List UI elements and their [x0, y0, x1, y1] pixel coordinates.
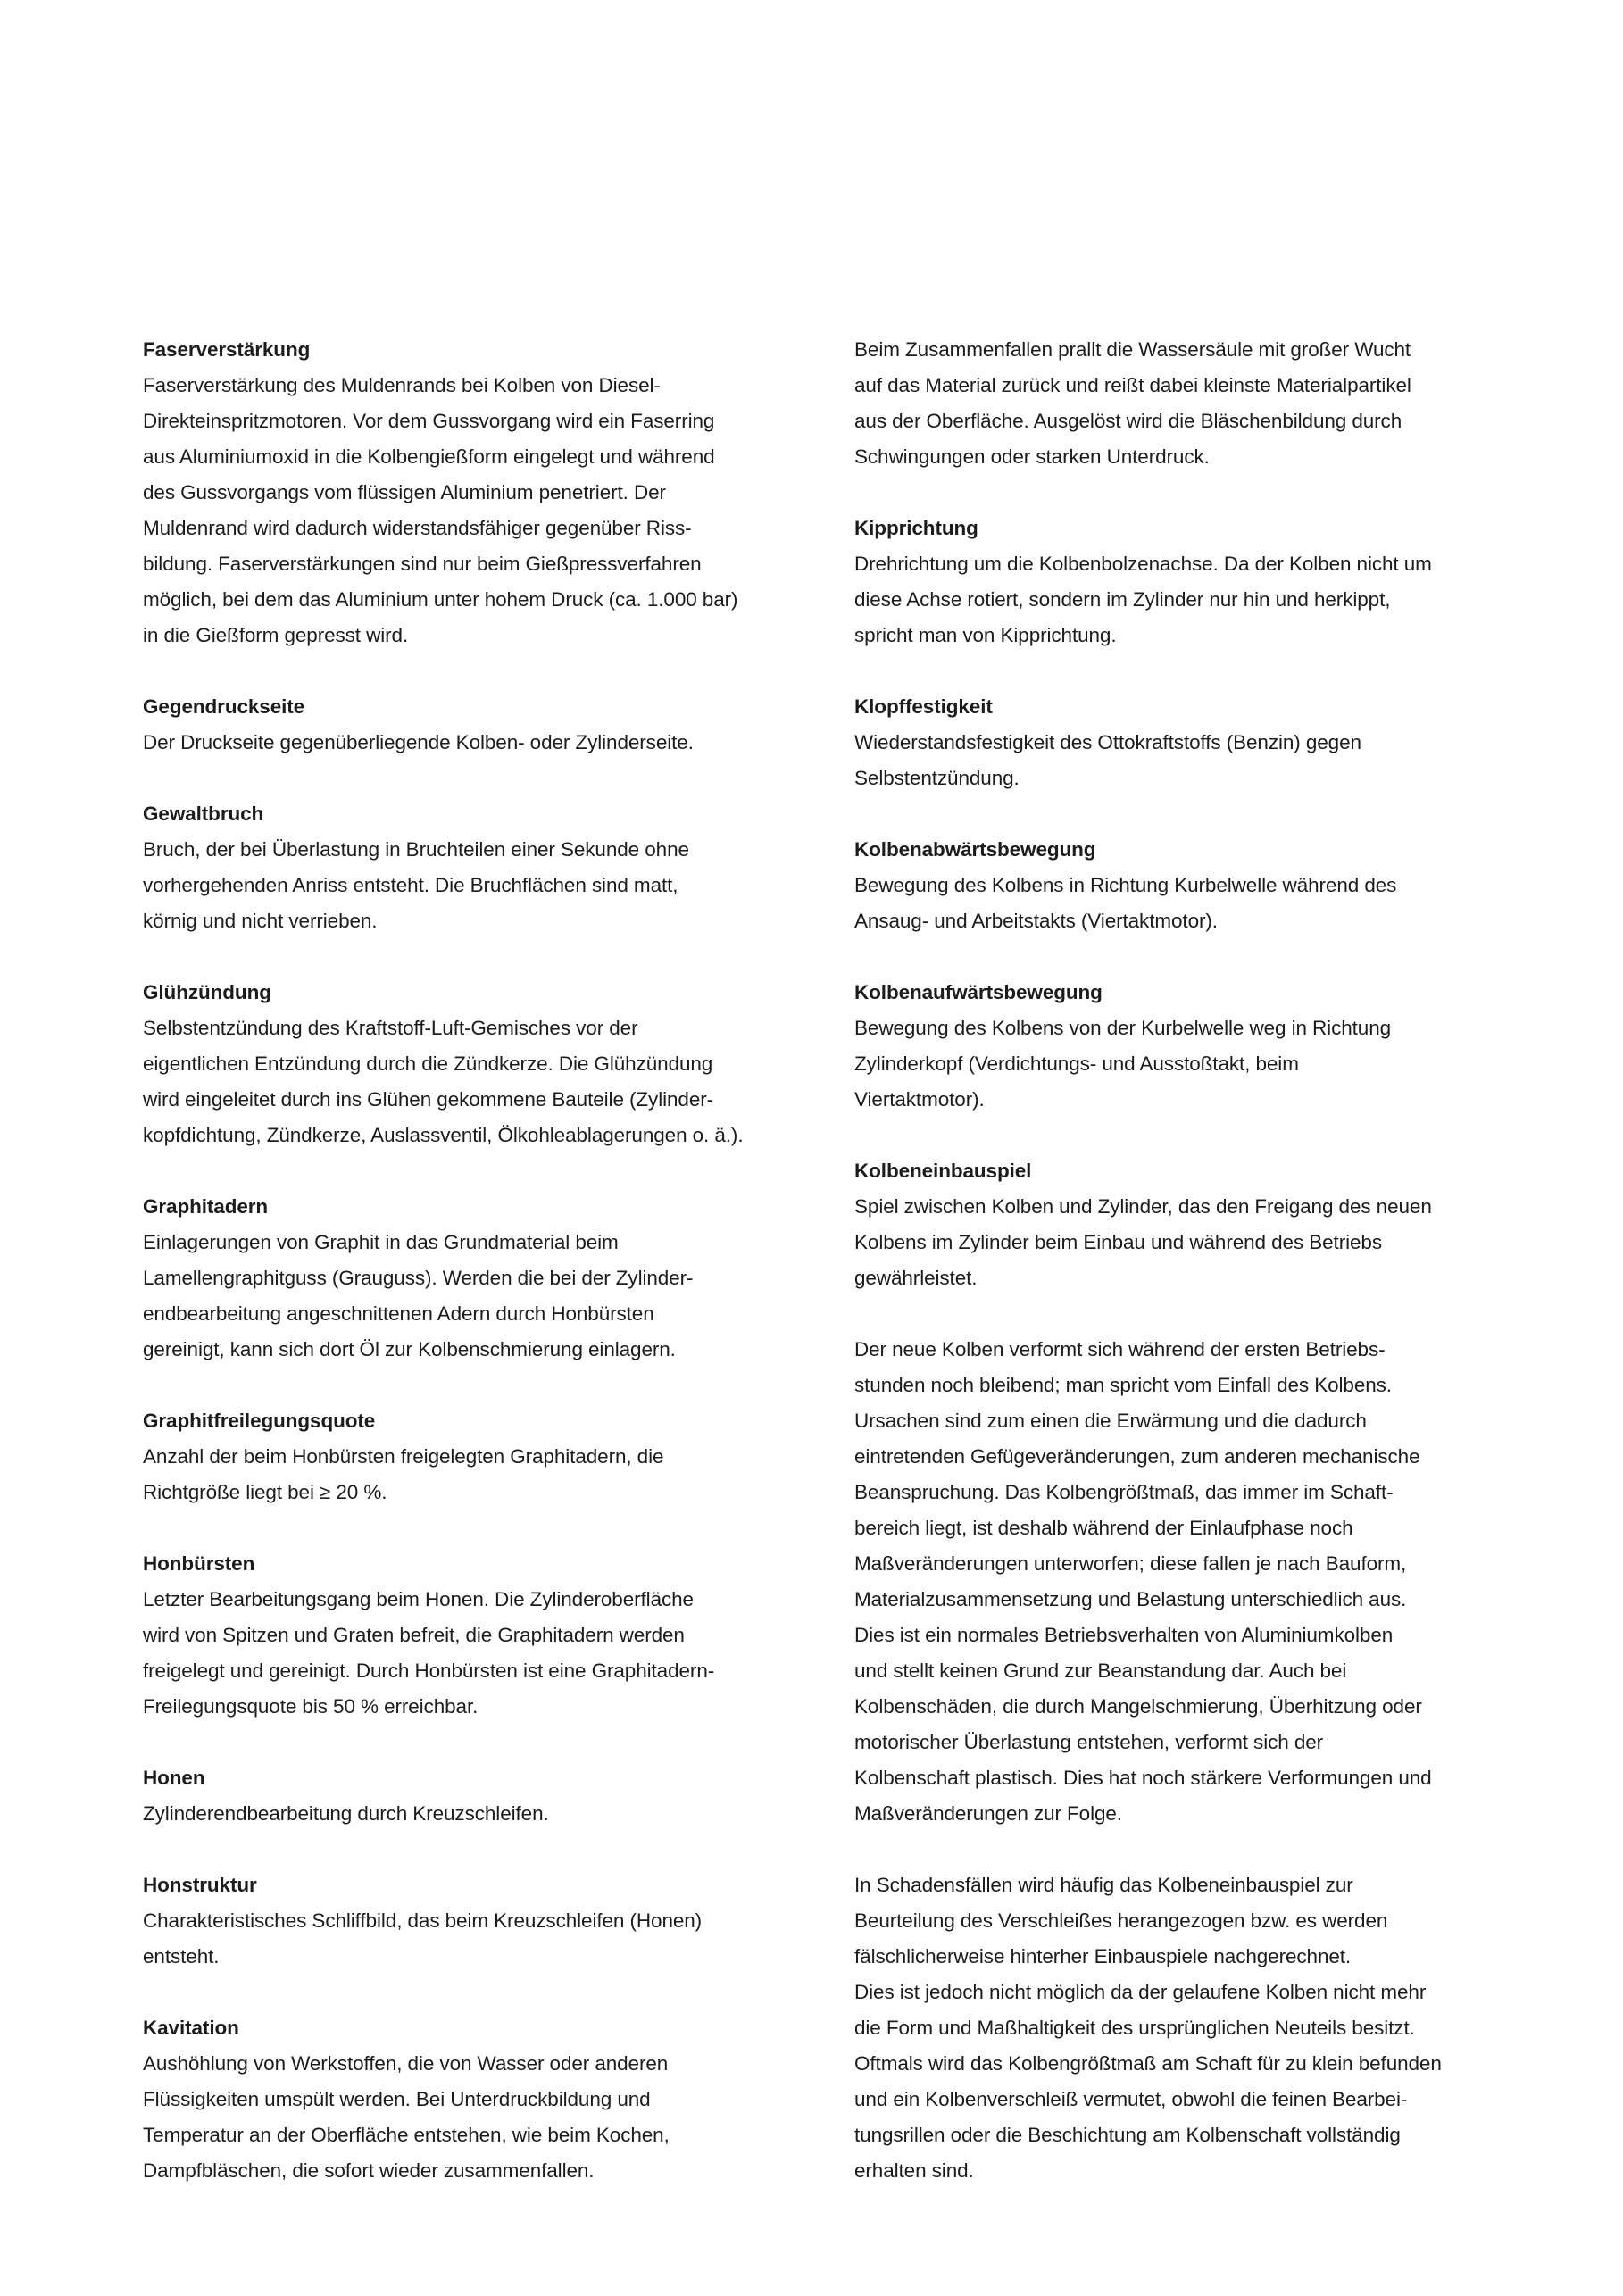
- glossary-term: Honstruktur: [143, 1874, 257, 1896]
- glossary-entry-klopffestigkeit: [854, 689, 1511, 796]
- glossary-entry-honstruktur: [143, 1868, 799, 1975]
- text-line: Maßveränderungen unterworfen; diese fallen je nach Bauform,: [854, 1552, 1407, 1575]
- text-line: Anzahl der beim Honbürsten freigelegten Graphitadern, die: [143, 1445, 664, 1468]
- glossary-definition: [854, 868, 1511, 939]
- kolbeneinbauspiel-paragraph-deformation: [854, 1332, 1511, 1832]
- text-line: und ein Kolbenverschleiß vermutet, obwohl die feinen Bearbei-: [854, 2088, 1408, 2110]
- text-line: Materialzusammensetzung und Belastung unterschiedlich aus.: [854, 1588, 1407, 1610]
- kolbeneinbauspiel-paragraph-damage-cases: [854, 1868, 1511, 2189]
- glossary-definition: [854, 725, 1511, 796]
- text-line: bereich liegt, ist deshalb während der Einlaufphase noch: [854, 1517, 1353, 1539]
- text-line: Dies ist ein normales Betriebsverhalten von Aluminiumkolben: [854, 1624, 1394, 1646]
- text-line: Bewegung des Kolbens von der Kurbelwelle weg in Richtung: [854, 1017, 1392, 1039]
- text-line: entsteht.: [143, 1945, 220, 1967]
- glossary-term: Glühzündung: [143, 981, 271, 1003]
- glossary-column-right: [854, 332, 1511, 2189]
- glossary-definition: [143, 1225, 799, 1368]
- glossary-definition: [143, 2046, 799, 2189]
- text-line: Kolbenschäden, die durch Mangelschmierung, Überhitzung oder: [854, 1695, 1422, 1718]
- text-line: Kolbenschaft plastisch. Dies hat noch stärkere Verformungen und: [854, 1767, 1432, 1789]
- text-line: Temperatur an der Oberfläche entstehen, wie beim Kochen,: [143, 2124, 670, 2146]
- glossary-definition: [854, 1189, 1511, 1296]
- text-line: des Gussvorgangs vom flüssigen Aluminium penetriert. Der: [143, 481, 666, 503]
- glossary-entry-kolbenabwaertsbewegung: [854, 832, 1511, 939]
- text-line: bildung. Faserverstärkungen sind nur beim Gießpressverfahren: [143, 553, 702, 575]
- glossary-entry-kavitation: [143, 2010, 799, 2189]
- glossary-entry-kolbeneinbauspiel: [854, 1153, 1511, 1296]
- text-line: Kolbens im Zylinder beim Einbau und während des Betriebs: [854, 1231, 1382, 1253]
- text-line: fälschlicherweise hinterher Einbauspiele nachgerechnet.: [854, 1945, 1352, 1967]
- glossary-term: Gegendruckseite: [143, 695, 305, 718]
- text-line: Muldenrand wird dadurch widerstandsfähiger gegenüber Riss-: [143, 517, 692, 539]
- glossary-entry-graphitadern: [143, 1189, 799, 1368]
- glossary-entry-gluehzuendung: [143, 975, 799, 1153]
- text-line: Dampfbläschen, die sofort wieder zusammenfallen.: [143, 2159, 595, 2182]
- text-line: Zylinderkopf (Verdichtungs- und Ausstoßtakt, beim: [854, 1052, 1299, 1075]
- glossary-term: Honen: [143, 1767, 205, 1789]
- text-line: und stellt keinen Grund zur Beanstandung dar. Auch bei: [854, 1660, 1347, 1682]
- text-line: Oftmals wird das Kolbengrößtmaß am Schaft für zu klein befunden: [854, 2052, 1442, 2075]
- text-line: kopfdichtung, Zündkerze, Auslassventil, Ölkohleablagerungen o. ä.).: [143, 1124, 744, 1146]
- glossary-term: Graphitadern: [143, 1195, 269, 1218]
- text-line: Flüssigkeiten umspült werden. Bei Unterdruckbildung und: [143, 2088, 651, 2110]
- text-line: Selbstentzündung.: [854, 767, 1020, 789]
- text-line: erhalten sind.: [854, 2159, 974, 2182]
- text-line: gereinigt, kann sich dort Öl zur Kolbenschmierung einlagern.: [143, 1338, 676, 1360]
- text-line: Beanspruchung. Das Kolbengrößtmaß, das immer im Schaft-: [854, 1481, 1394, 1503]
- text-line: wird eingeleitet durch ins Glühen gekommene Bauteile (Zylinder-: [143, 1088, 714, 1111]
- text-line: Dies ist jedoch nicht möglich da der gelaufene Kolben nicht mehr: [854, 1981, 1427, 2003]
- glossary-entry-kolbenaufwaertsbewegung: [854, 975, 1511, 1118]
- glossary-definition: [143, 725, 799, 761]
- text-line: Richtgröße liegt bei ≥ 20 %.: [143, 1481, 387, 1503]
- glossary-definition: [143, 832, 799, 939]
- glossary-entry-kipprichtung: [854, 511, 1511, 653]
- text-line: gewährleistet.: [854, 1267, 978, 1289]
- glossary-definition: [854, 546, 1511, 653]
- text-line: Direkteinspritzmotoren. Vor dem Gussvorgang wird ein Faserring: [143, 410, 715, 432]
- glossary-term: Kolbenaufwärtsbewegung: [854, 981, 1103, 1003]
- text-line: Letzter Bearbeitungsgang beim Honen. Die Zylinderoberfläche: [143, 1588, 694, 1610]
- glossary-entry-honen: [143, 1760, 799, 1832]
- text-line: eintretenden Gefügeveränderungen, zum anderen mechanische: [854, 1445, 1420, 1468]
- text-line: Ansaug- und Arbeitstakts (Viertaktmotor).: [854, 910, 1218, 932]
- glossary-definition: [143, 1582, 799, 1725]
- text-line: wird von Spitzen und Graten befreit, die Graphitadern werden: [143, 1624, 685, 1646]
- text-line: die Form und Maßhaltigkeit des ursprünglichen Neuteils besitzt.: [854, 2017, 1415, 2039]
- text-line: Zylinderendbearbeitung durch Kreuzschleifen.: [143, 1802, 549, 1825]
- glossary-entry-gewaltbruch: [143, 796, 799, 939]
- text-line: auf das Material zurück und reißt dabei kleinste Materialpartikel: [854, 374, 1411, 396]
- text-line: spricht man von Kipprichtung.: [854, 624, 1117, 646]
- text-line: Selbstentzündung des Kraftstoff-Luft-Gemisches vor der: [143, 1017, 638, 1039]
- glossary-definition: [143, 1903, 799, 1975]
- glossary-definition: [143, 368, 799, 653]
- text-line: Lamellengraphitguss (Grauguss). Werden die bei der Zylinder-: [143, 1267, 694, 1289]
- body-paragraph: [854, 1868, 1511, 2189]
- glossary-term: Kipprichtung: [854, 517, 978, 539]
- text-line: Drehrichtung um die Kolbenbolzenachse. Da der Kolben nicht um: [854, 553, 1432, 575]
- glossary-definition: [143, 1011, 799, 1153]
- text-line: Aushöhlung von Werkstoffen, die von Wasser oder anderen: [143, 2052, 669, 2075]
- text-line: Charakteristisches Schliffbild, das beim Kreuzschleifen (Honen): [143, 1909, 703, 1932]
- glossary-column-left: [143, 332, 799, 2189]
- text-line: Bewegung des Kolbens in Richtung Kurbelwelle während des: [854, 874, 1397, 896]
- glossary-term: Graphitfreilegungsquote: [143, 1410, 376, 1432]
- text-line: Der neue Kolben verformt sich während der ersten Betriebs-: [854, 1338, 1386, 1360]
- glossary-continuation-kavitation: [854, 332, 1511, 475]
- text-line: Beurteilung des Verschleißes herangezogen bzw. es werden: [854, 1909, 1388, 1932]
- text-line: vorhergehenden Anriss entsteht. Die Bruchflächen sind matt,: [143, 874, 678, 896]
- text-line: In Schadensfällen wird häufig das Kolbeneinbauspiel zur: [854, 1874, 1353, 1896]
- text-line: Der Druckseite gegenüberliegende Kolben- oder Zylinderseite.: [143, 731, 694, 753]
- glossary-definition: [854, 332, 1511, 475]
- text-line: tungsrillen oder die Beschichtung am Kolbenschaft vollständig: [854, 2124, 1401, 2146]
- text-line: aus Aluminiumoxid in die Kolbengießform eingelegt und während: [143, 445, 715, 468]
- glossary-term: Kolbenabwärtsbewegung: [854, 838, 1096, 861]
- glossary-entry-faserverstaerkung: [143, 332, 799, 653]
- text-line: möglich, bei dem das Aluminium unter hohem Druck (ca. 1.000 bar): [143, 588, 738, 611]
- text-line: Bruch, der bei Überlastung in Bruchteilen einer Sekunde ohne: [143, 838, 689, 861]
- glossary-definition: [143, 1796, 799, 1832]
- text-line: eigentlichen Entzündung durch die Zündkerze. Die Glühzündung: [143, 1052, 713, 1075]
- text-line: Ursachen sind zum einen die Erwärmung und die dadurch: [854, 1410, 1367, 1432]
- glossary-definition: [854, 1011, 1511, 1118]
- glossary-term: Faserverstärkung: [143, 338, 311, 361]
- text-line: Einlagerungen von Graphit in das Grundmaterial beim: [143, 1231, 619, 1253]
- text-line: stunden noch bleibend; man spricht vom Einfall des Kolbens.: [854, 1374, 1392, 1396]
- text-line: Viertaktmotor).: [854, 1088, 985, 1111]
- glossary-term: Kolbeneinbauspiel: [854, 1160, 1032, 1182]
- text-line: endbearbeitung angeschnittenen Adern durch Honbürsten: [143, 1302, 654, 1325]
- glossary-entry-gegendruckseite: [143, 689, 799, 761]
- text-line: Beim Zusammenfallen prallt die Wassersäule mit großer Wucht: [854, 338, 1411, 361]
- body-paragraph: [854, 1332, 1511, 1832]
- glossary-term: Kavitation: [143, 2017, 239, 2039]
- text-line: Spiel zwischen Kolben und Zylinder, das den Freigang des neuen: [854, 1195, 1432, 1218]
- text-line: Freilegungsquote bis 50 % erreichbar.: [143, 1695, 479, 1718]
- text-line: aus der Oberfläche. Ausgelöst wird die Bläschenbildung durch: [854, 410, 1402, 432]
- glossary-term: Klopffestigkeit: [854, 695, 993, 718]
- text-line: Faserverstärkung des Muldenrands bei Kolben von Diesel-: [143, 374, 661, 396]
- text-line: körnig und nicht verrieben.: [143, 910, 378, 932]
- text-line: Schwingungen oder starken Unterdruck.: [854, 445, 1210, 468]
- glossary-term: Honbürsten: [143, 1552, 255, 1575]
- glossary-entry-graphitfreilegungsquote: [143, 1403, 799, 1510]
- text-line: Wiederstandsfestigkeit des Ottokraftstoffs (Benzin) gegen: [854, 731, 1361, 753]
- text-line: freigelegt und gereinigt. Durch Honbürsten ist eine Graphitadern-: [143, 1660, 715, 1682]
- text-line: diese Achse rotiert, sondern im Zylinder nur hin und herkippt,: [854, 588, 1391, 611]
- glossary-definition: [143, 1439, 799, 1510]
- text-line: in die Gießform gepresst wird.: [143, 624, 409, 646]
- text-line: Maßveränderungen zur Folge.: [854, 1802, 1122, 1825]
- glossary-term: Gewaltbruch: [143, 803, 264, 825]
- glossary-entry-honbuersten: [143, 1546, 799, 1725]
- text-line: motorischer Überlastung entstehen, verformt sich der: [854, 1731, 1324, 1753]
